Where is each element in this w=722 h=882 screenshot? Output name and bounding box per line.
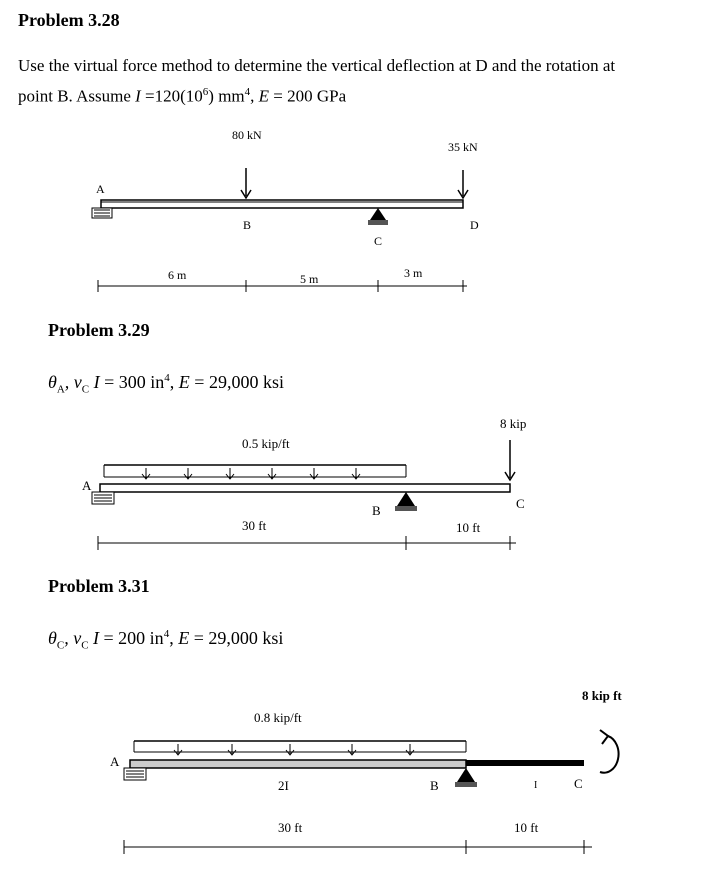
- problem-3-28-title: Problem 3.28: [18, 10, 120, 30]
- dimension-5m: 5 m: [300, 272, 319, 286]
- moment-arrow-8kipft: [600, 730, 619, 773]
- distributed-load-3-29: [104, 465, 406, 479]
- dimension-30ft-3-29: 30 ft: [242, 518, 267, 533]
- point-label-d-3-28: D: [470, 218, 479, 232]
- distributed-load-label-3-31: 0.8 kip/ft: [254, 710, 302, 725]
- beam-3-29: [100, 484, 510, 492]
- problem-3-31-given: $\theta_C$, $v_C$ I = 200 $in^4$, E = 29,000 ksi: [48, 628, 284, 652]
- point-label-c-3-31: C: [574, 776, 583, 791]
- support-c-3-28: [368, 208, 388, 225]
- dimension-line-3-28: [98, 280, 467, 292]
- load-label-80kn: 80 kN: [232, 128, 262, 142]
- load-arrow-80kn: [241, 168, 251, 198]
- problem-3-28-statement-line1: Use the virtual force method to determine the vertical deflection at D and the rotation at: [18, 56, 616, 75]
- point-label-a-3-28: A: [96, 182, 105, 196]
- support-a-3-31: [124, 768, 146, 780]
- section-label-2i: 2I: [278, 778, 289, 793]
- beam-3-31-segment-2i: [130, 760, 466, 768]
- distributed-load-3-31: [134, 741, 466, 755]
- moment-label-8kipft: 8 kip ft: [582, 688, 622, 703]
- support-a-3-29: [92, 492, 114, 504]
- beam-3-31-segment-i: [466, 760, 584, 766]
- problem-3-28-statement-line2: point B. Assume $I =120(10^6)$ $mm^4$, E = 200 GPa: [18, 86, 347, 106]
- dimension-line-3-29: [98, 536, 516, 550]
- support-b-3-31: [455, 768, 477, 787]
- problem-3-31-title: Problem 3.31: [48, 576, 150, 596]
- point-label-b-3-31: B: [430, 778, 439, 793]
- support-a-3-28: [92, 208, 112, 218]
- point-label-a-3-31: A: [110, 754, 120, 769]
- section-label-i: I: [534, 780, 538, 791]
- problem-3-29-given: $\theta_A$, $v_C$ I = 300 $in^4$, E = 29,000 ksi: [48, 372, 284, 396]
- dimension-30ft-3-31: 30 ft: [278, 820, 303, 835]
- point-label-b-3-28: B: [243, 218, 252, 232]
- point-label-b-3-29: B: [372, 503, 381, 518]
- dimension-10ft-3-31: 10 ft: [514, 820, 539, 835]
- load-arrow-8kip: [505, 440, 515, 480]
- load-arrow-35kn: [458, 170, 468, 198]
- load-label-35kn: 35 kN: [448, 140, 478, 154]
- distributed-load-label-3-29: 0.5 kip/ft: [242, 436, 290, 451]
- point-load-label-8kip: 8 kip: [500, 416, 527, 431]
- dimension-10ft-3-29: 10 ft: [456, 520, 481, 535]
- dimension-3m: 3 m: [404, 266, 423, 280]
- point-label-a-3-29: A: [82, 478, 92, 493]
- dimension-6m: 6 m: [168, 268, 187, 282]
- problem-3-29-title: Problem 3.29: [48, 320, 150, 340]
- support-b-3-29: [395, 492, 417, 511]
- dimension-line-3-31: [124, 840, 592, 854]
- beam-3-28: [101, 200, 463, 208]
- point-label-c-3-29: C: [516, 496, 525, 511]
- point-label-c-3-28: C: [374, 234, 383, 248]
